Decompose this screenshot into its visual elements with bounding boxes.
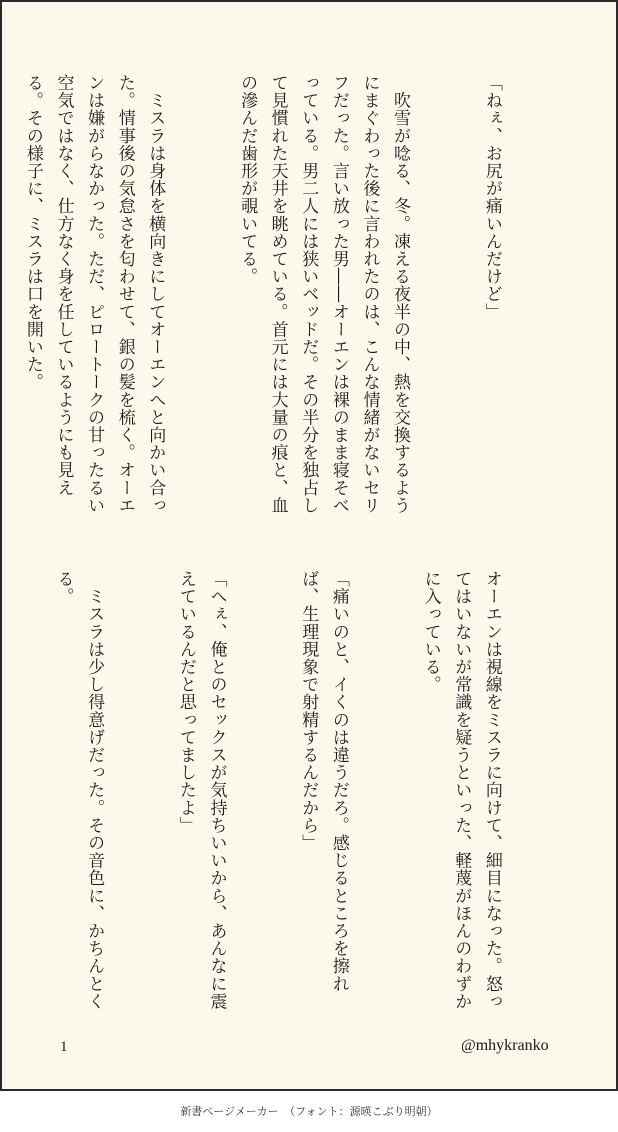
paragraph: 「へぇ、俺とのセックスが気持ちいいから、あんなに震えているんだと思ってましたよ」 bbox=[175, 570, 227, 1010]
paragraph: ミスラは身体を横向きにしてオーエンへと向かい合った。情事後の気怠さを匂わせて、銀の髪を梳く。オーエンは嫌がらなかった。ただ、ピロートークの甘ったるい空気ではなく、仕方なく身を任しているようにも見える。その様子に、ミスラは口を開いた。 bbox=[22, 74, 166, 514]
paragraph: 「ねぇ、お尻が痛いんだけど」 bbox=[481, 74, 502, 321]
text-block-lower bbox=[53, 570, 568, 1010]
footer-credit: 新書ページメーカー （フォント：源暎こぶり明朝） bbox=[180, 1105, 438, 1118]
author-handle: @mhykranko bbox=[461, 1037, 549, 1054]
paragraph: ミスラは少し得意げだった。その音色に、かちんとくる。 bbox=[53, 570, 105, 1010]
paragraph: 「痛いのと、イくのは違うだろ。感じるところを擦れば、生理現象で射精するんだから」 bbox=[298, 570, 349, 993]
page-number: 1 bbox=[60, 1039, 68, 1055]
paragraph: オーエンは視線をミスラに向けて、細目になった。怒ってはいないが常識を疑うといった、軽蔑がほんのわずかに入っている。 bbox=[420, 570, 502, 1010]
text-block-upper bbox=[22, 74, 568, 514]
paragraph: 吹雪が唸る、冬。凍える夜半の中、熱を交換するようにまぐわった後に言われたのは、こんな情緒がないセリフだった。言い放った男――オーエンは裸のまま寝そべっている。男二人には狭いベッドだ。その半分を独占して見慣れた天井を眺めている。首元には大量の痕と、血の滲んだ歯形が覗いてる。 bbox=[237, 74, 411, 514]
